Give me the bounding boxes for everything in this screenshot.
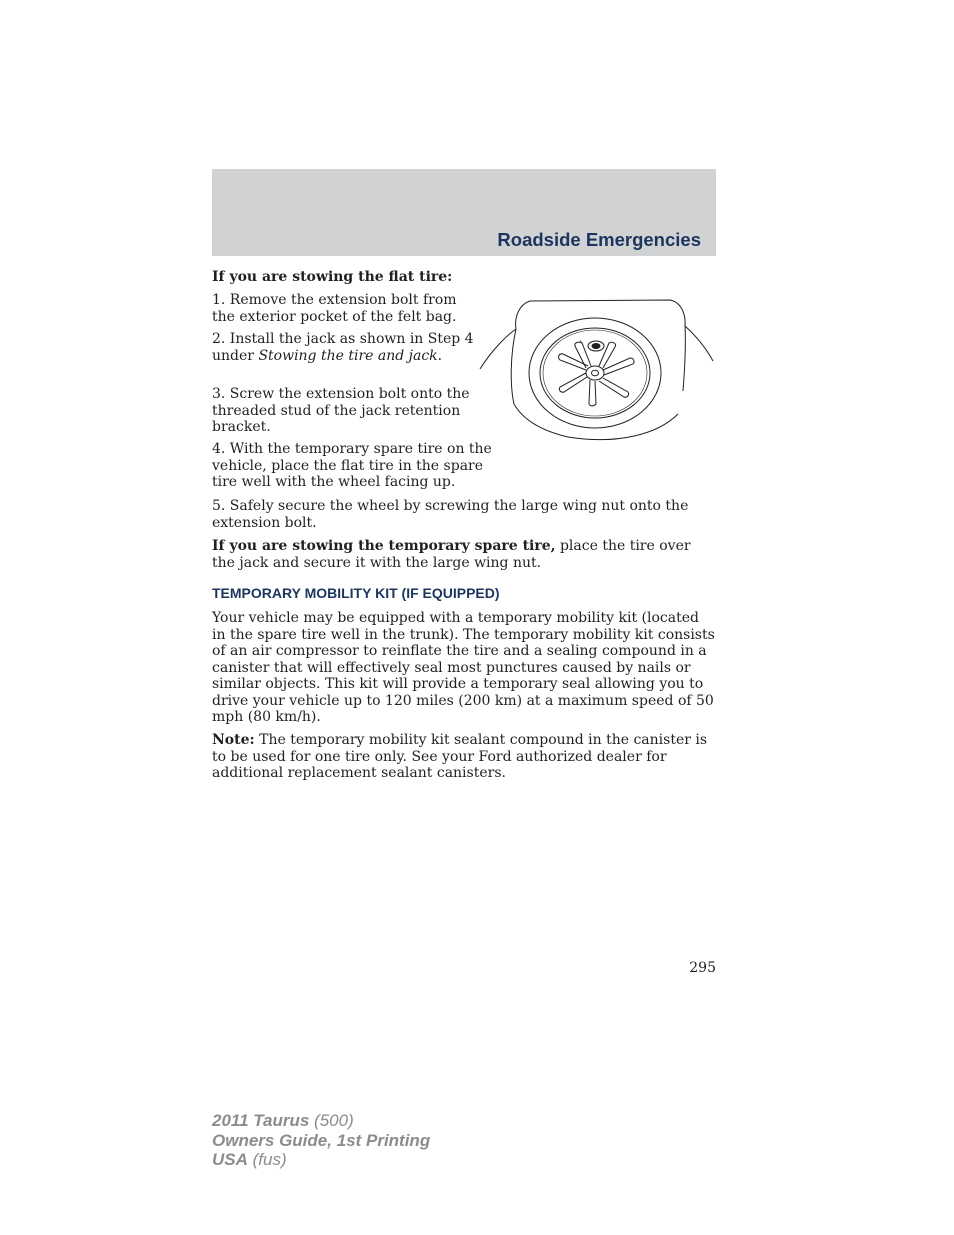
stow-flat-heading: If you are stowing the flat tire: [212, 269, 453, 285]
footer-model: 2011 Taurus [212, 1111, 310, 1130]
note-text: The temporary mobility kit sealant compound in the canister is to be used for one tire only. See your Ford authorized dealer for additional replacement sealant canisters. [212, 732, 708, 781]
page-number: 295 [689, 960, 716, 976]
step-2-suffix: . [437, 347, 443, 364]
step-2-reference: Stowing the tire and jack [258, 347, 438, 364]
stow-spare-paragraph [212, 538, 716, 571]
note-paragraph [212, 732, 716, 782]
step-4: 4. With the temporary spare tire on the vehicle, place the flat tire in the spare tire well with the wheel facing up. [212, 441, 492, 490]
footer-line-guide [212, 1131, 430, 1151]
step-1: 1. Remove the extension bolt from the exterior pocket of the felt bag. [212, 292, 457, 325]
step-3: 3. Screw the extension bolt onto the threaded stud of the jack retention bracket. [212, 386, 470, 435]
note-label: Note: [212, 732, 255, 748]
spare-tire-well-illustration [478, 296, 716, 444]
stow-spare-text: place the tire over the jack and secure it with the large wing nut. [212, 538, 691, 571]
section-title: Roadside Emergencies [497, 229, 701, 250]
document-footer [212, 1111, 430, 1170]
section-header-band [212, 169, 716, 256]
step-2-prefix: 2. Install the jack as shown in Step 4 under [212, 331, 474, 364]
step-2 [212, 331, 482, 364]
footer-guide: Owners Guide, 1st Printing [212, 1130, 431, 1150]
temporary-mobility-kit-paragraph: Your vehicle may be equipped with a temporary mobility kit (located in the spare tire well in the trunk). The temporary mobility kit consists of an air compressor to reinflate the tire and a sealing compound in a canister that will effectively seal most punctures caused by nails or similar objects. This kit will provide a temporary seal allowing you to drive your vehicle up to 120 miles (200 km) at a maximum speed of 50 mph (80 km/h). [212, 610, 715, 725]
temporary-mobility-kit-heading: TEMPORARY MOBILITY KIT (IF EQUIPPED) [212, 585, 500, 601]
footer-line-model [212, 1111, 430, 1131]
step-5: 5. Safely secure the wheel by screwing the large wing nut onto the extension bolt. [212, 498, 689, 531]
footer-model-code: (500) [309, 1111, 354, 1130]
footer-market: USA [212, 1150, 248, 1169]
footer-line-market [212, 1150, 430, 1170]
stow-spare-lead: If you are stowing the temporary spare tire, [212, 538, 556, 554]
footer-market-code: (fus) [247, 1150, 287, 1169]
